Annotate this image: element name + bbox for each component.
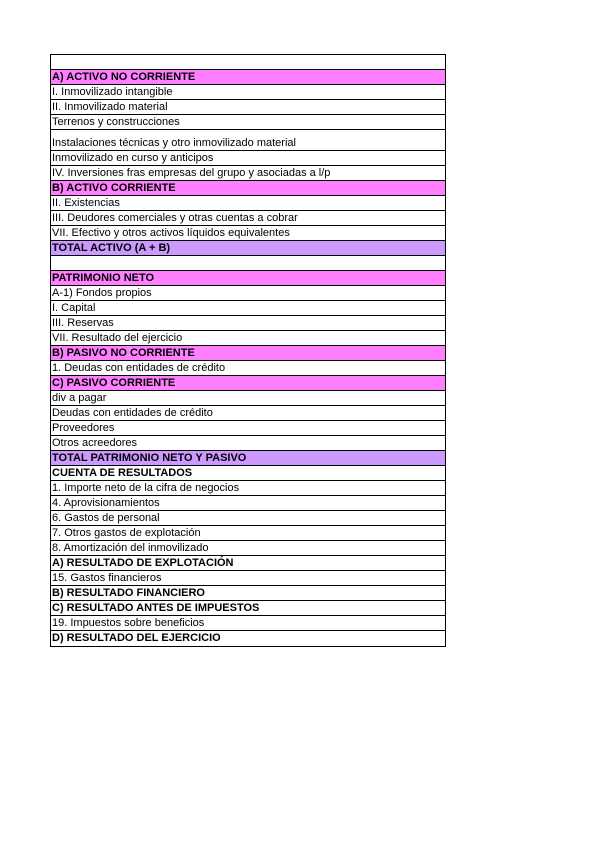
balance-sheet-table	[50, 54, 446, 647]
table-row: 7. Otros gastos de explotación	[51, 526, 445, 541]
table-row: II. Existencias	[51, 196, 445, 211]
result-row: A) RESULTADO DE EXPLOTACIÓN	[51, 556, 445, 571]
table-row: 4. Aprovisionamientos	[51, 496, 445, 511]
table-row: III. Deudores comerciales y otras cuentas a cobrar	[51, 211, 445, 226]
section-header-row: PATRIMONIO NETO	[51, 271, 445, 286]
table-row: Terrenos y construcciones	[51, 115, 445, 130]
table-row: IV. Inversiones fras empresas del grupo y asociadas a l/p	[51, 166, 445, 181]
table-row: VII. Efectivo y otros activos líquidos equivalentes	[51, 226, 445, 241]
result-row: C) RESULTADO ANTES DE IMPUESTOS	[51, 601, 445, 616]
table-row: 1. Importe neto de la cifra de negocios	[51, 481, 445, 496]
table-row: VII. Resultado del ejercicio	[51, 331, 445, 346]
table-row: Instalaciones técnicas y otro inmovilizado material	[51, 130, 445, 151]
section-header-row: B) PASIVO NO CORRIENTE	[51, 346, 445, 361]
table-row: II. Inmovilizado material	[51, 100, 445, 115]
table-row: 1. Deudas con entidades de crédito	[51, 361, 445, 376]
blank-row	[51, 256, 445, 271]
table-row: 15. Gastos financieros	[51, 571, 445, 586]
total-row: TOTAL ACTIVO (A + B)	[51, 241, 445, 256]
table-row: Deudas con entidades de crédito	[51, 406, 445, 421]
section-header-row: A) ACTIVO NO CORRIENTE	[51, 70, 445, 85]
blank-row	[51, 55, 445, 70]
table-row: Otros acreedores	[51, 436, 445, 451]
table-row: 19. Impuestos sobre beneficios	[51, 616, 445, 631]
result-row: B) RESULTADO FINANCIERO	[51, 586, 445, 601]
table-row: 8. Amortización del inmovilizado	[51, 541, 445, 556]
table-row: Proveedores	[51, 421, 445, 436]
table-row: div a pagar	[51, 391, 445, 406]
table-row: I. Inmovilizado intangible	[51, 85, 445, 100]
result-row: CUENTA DE RESULTADOS	[51, 466, 445, 481]
table-row: I. Capital	[51, 301, 445, 316]
section-header-row: C) PASIVO CORRIENTE	[51, 376, 445, 391]
table-row: Inmovilizado en curso y anticipos	[51, 151, 445, 166]
total-row: TOTAL PATRIMONIO NETO Y PASIVO	[51, 451, 445, 466]
table-row: 6. Gastos de personal	[51, 511, 445, 526]
table-row: III. Reservas	[51, 316, 445, 331]
table-row: A-1) Fondos propios	[51, 286, 445, 301]
section-header-row: B) ACTIVO CORRIENTE	[51, 181, 445, 196]
result-row: D) RESULTADO DEL EJERCICIO	[52, 632, 221, 644]
